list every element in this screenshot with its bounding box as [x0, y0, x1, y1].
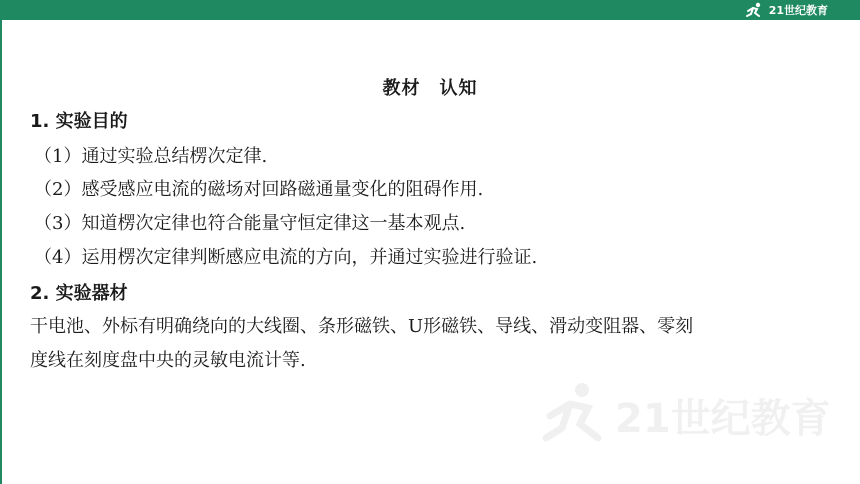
- purpose-item-1: （1）通过实验总结楞次定律.: [34, 146, 268, 167]
- section-heading-equipment: 2. 实验器材: [30, 283, 128, 304]
- section-heading-purpose: 1. 实验目的: [30, 111, 128, 132]
- watermark-text: 21世纪教育: [615, 396, 831, 442]
- logo-text: 21世纪教育: [768, 4, 828, 17]
- runner-icon: [745, 2, 765, 18]
- equipment-line-1: 干电池、外标有明确绕向的大线圈、条形磁铁、U形磁铁、导线、滑动变阻器、零刻: [30, 316, 694, 337]
- purpose-item-2: （2）感受感应电流的磁场对回路磁通量变化的阻碍作用.: [34, 179, 484, 200]
- header-bar: [0, 0, 860, 20]
- purpose-item-4: （4）运用楞次定律判断感应电流的方向，并通过实验进行验证.: [34, 247, 538, 268]
- brand-logo: [745, 1, 828, 19]
- page-title: 教材 认知: [382, 78, 478, 99]
- purpose-item-3: （3）知道楞次定律也符合能量守恒定律这一基本观点.: [34, 213, 466, 234]
- watermark-logo: [540, 376, 840, 456]
- equipment-line-2: 度线在刻度盘中央的灵敏电流计等.: [30, 350, 306, 371]
